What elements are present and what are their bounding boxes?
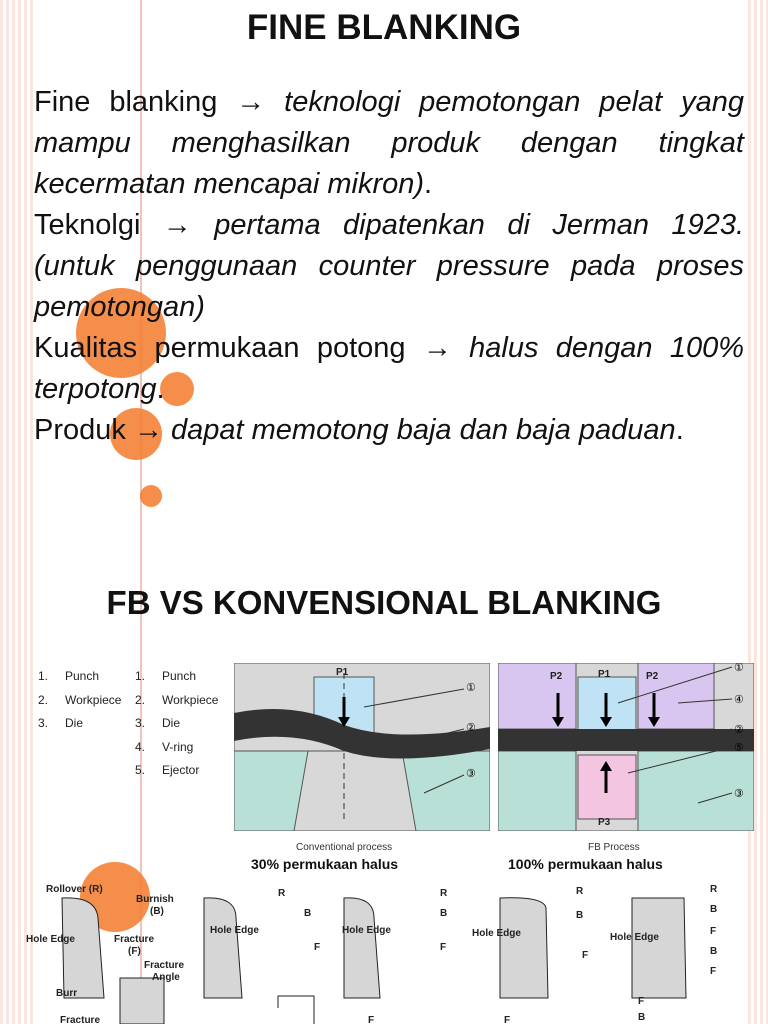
force-label-p2-left: P2 <box>550 671 563 682</box>
legend-item: 3. Die <box>135 716 181 730</box>
label-fracture-angle-2: Angle <box>152 972 180 983</box>
legend-item: 1. Punch <box>135 669 197 683</box>
callout-1: ① <box>734 663 744 674</box>
label-f-3b: F <box>368 1015 375 1024</box>
callout-5: ⑤ <box>734 742 744 754</box>
label-f-3: F <box>440 942 447 953</box>
label-b-5c: B <box>638 1012 646 1023</box>
slide-title-fb-vs-conventional: FB VS KONVENSIONAL BLANKING <box>106 584 662 621</box>
label-r-3: R <box>440 888 448 899</box>
legend-item: 5. Ejector <box>135 763 200 777</box>
caption-fb: FB Process <box>588 842 640 853</box>
decorative-circle-tiny <box>140 485 162 507</box>
left-decorative-stripes <box>0 0 34 1024</box>
callout-2: ② <box>466 722 476 734</box>
label-fracture-f: (F) <box>128 946 141 957</box>
callout-4: ④ <box>734 694 744 706</box>
paragraph-quality: Kualitas permukaan potong → halus dengan 100% terpotong. <box>34 332 744 405</box>
legend-fb <box>135 665 218 783</box>
label-b-2: B <box>304 908 312 919</box>
paragraph-technology: Teknolgi → pertama dipatenkan di Jerman 1923. (untuk penggunaan counter pressure pada proses pemotongan) <box>34 209 745 323</box>
label-r-5: R <box>710 884 718 895</box>
legend-item: 2. Workpiece <box>135 692 219 707</box>
label-b-5b: B <box>710 946 718 957</box>
label-fracture-angle-1: Fracture <box>144 960 185 971</box>
force-label-p1: P1 <box>336 667 349 678</box>
callout-1: ① <box>466 682 476 694</box>
subtitle-fb: 100% permukaan halus <box>508 856 663 872</box>
label-hole-edge-4: Hole Edge <box>472 928 521 939</box>
label-burnish-b: (B) <box>150 906 164 917</box>
cut-edge-profiles <box>24 878 748 1024</box>
label-f-2: F <box>314 942 321 953</box>
subtitle-conventional: 30% permukaan halus <box>251 856 399 872</box>
label-rollover: Rollover (R) <box>46 884 103 895</box>
label-f-5: F <box>710 926 717 937</box>
label-f-4: F <box>582 950 589 961</box>
force-label-p2-right: P2 <box>646 671 659 682</box>
label-fracture: Fracture <box>114 934 155 945</box>
conventional-process-diagram <box>234 663 490 831</box>
label-f-5b: F <box>710 966 717 977</box>
label-burnish: Burnish <box>136 894 174 905</box>
legend-item: 4. V-ring <box>135 739 194 754</box>
label-r-2: R <box>278 888 286 899</box>
callout-2: ② <box>734 724 744 736</box>
callout-3: ③ <box>466 768 476 780</box>
callout-3: ③ <box>734 788 744 800</box>
force-label-p1: P1 <box>598 669 611 680</box>
label-b-4: B <box>576 910 584 921</box>
label-r-4: R <box>576 886 584 897</box>
label-b-5: B <box>710 904 718 915</box>
legend-item: 1. Punch <box>38 669 100 683</box>
label-burr: Burr <box>56 988 78 999</box>
label-fracture-cut: Fracture <box>60 1015 101 1024</box>
caption-conventional: Conventional process <box>296 842 393 853</box>
label-b-3: B <box>440 908 448 919</box>
label-f-4b: F <box>504 1015 511 1024</box>
legend-item: 3. Die <box>38 716 84 730</box>
label-hole-edge-2: Hole Edge <box>210 925 259 936</box>
fb-process-diagram <box>498 663 754 831</box>
force-label-p3: P3 <box>598 817 611 828</box>
legend-conventional <box>38 665 121 736</box>
paragraph-product: Produk → dapat memotong baja dan baja paduan. <box>34 414 684 446</box>
label-hole-edge-3: Hole Edge <box>342 925 391 936</box>
slide-title-fine-blanking: FINE BLANKING <box>246 8 522 47</box>
legend-item: 2. Workpiece <box>38 692 122 707</box>
right-decorative-stripes <box>748 0 768 1024</box>
label-hole-edge: Hole Edge <box>26 934 75 945</box>
label-hole-edge-5: Hole Edge <box>610 932 659 943</box>
paragraph-definition: Fine blanking → teknologi pemotongan pelat yang mampu menghasilkan produk dengan tingkat kecermatan mencapai mikron). <box>34 86 744 200</box>
label-f-5c: F <box>638 996 645 1007</box>
